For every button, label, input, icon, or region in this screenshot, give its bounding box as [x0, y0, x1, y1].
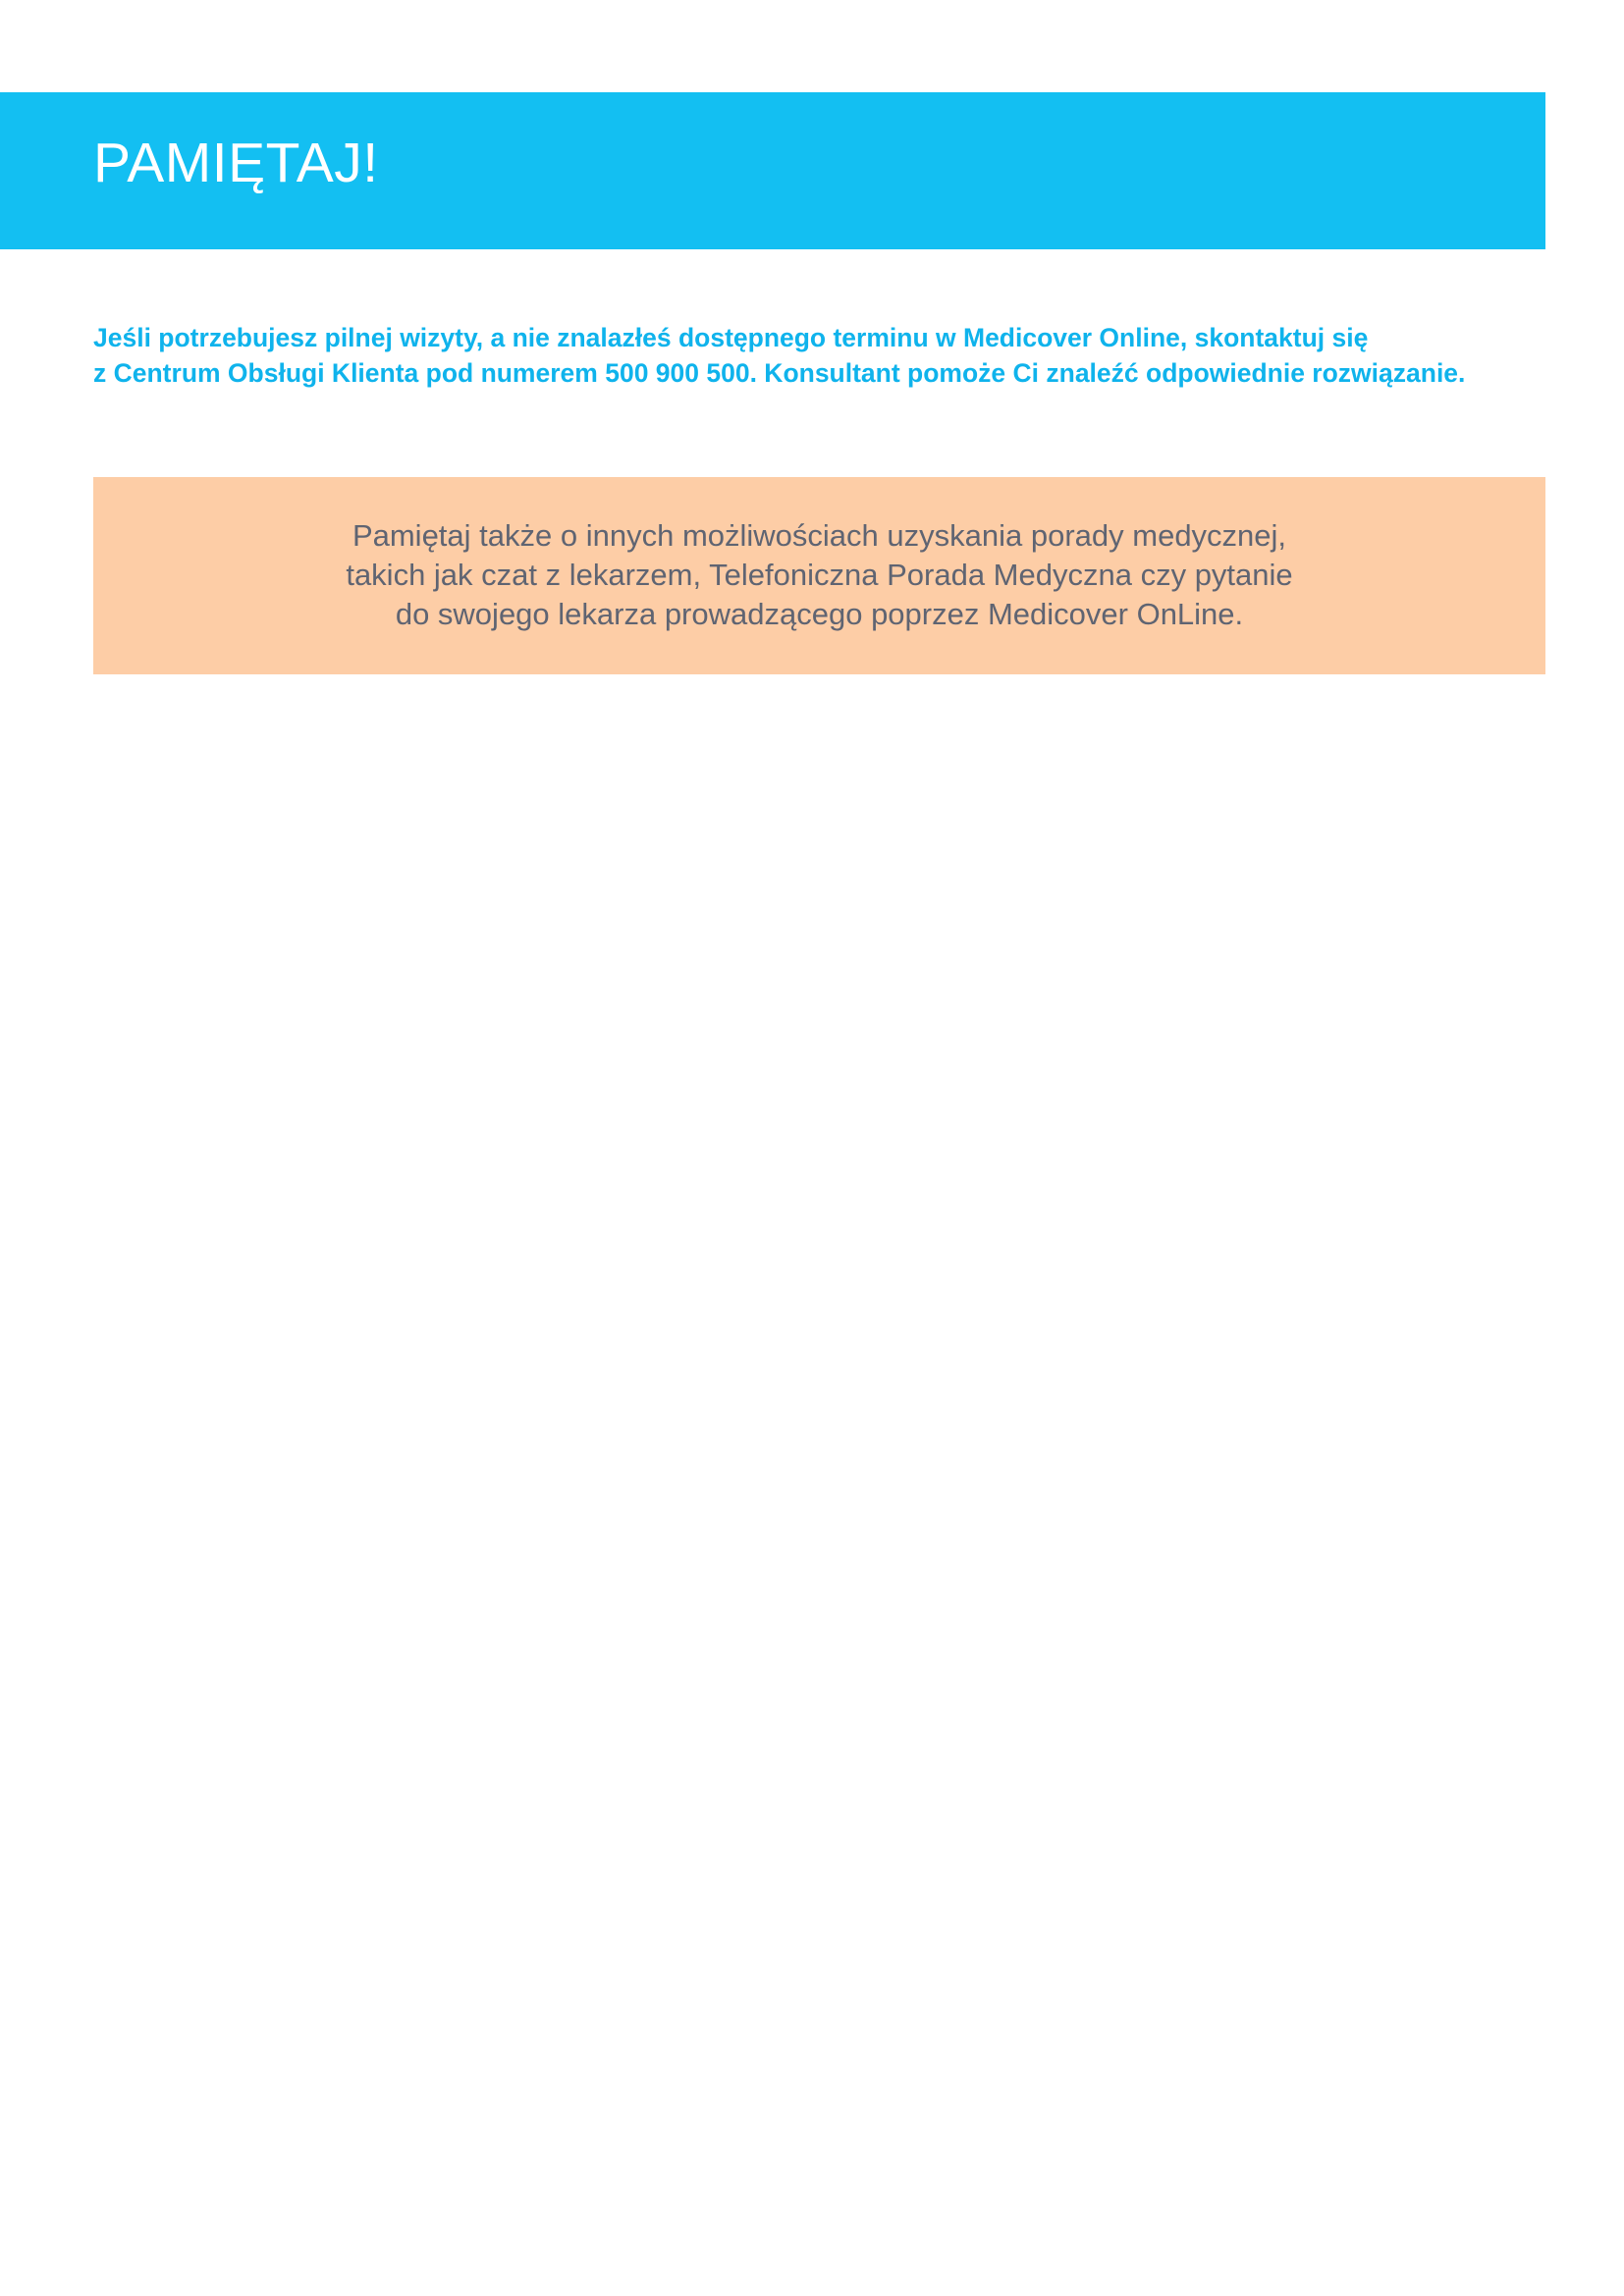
reminder-line: do swojego lekarza prowadzącego poprzez Medicover OnLine.: [395, 597, 1244, 631]
urgent-visit-note: [93, 320, 1537, 391]
reminder-box: [93, 477, 1545, 674]
header-banner: [0, 92, 1545, 249]
urgent-note-line: Jeśli potrzebujesz pilnej wizyty, a nie znalazłeś dostępnego terminu w Medicover Online, skontaktuj się: [93, 323, 1369, 352]
reminder-text: [93, 516, 1545, 634]
reminder-line: Pamiętaj także o innych możliwościach uzyskania porady medycznej,: [352, 518, 1287, 553]
reminder-line: takich jak czat z lekarzem, Telefoniczna Porada Medyczna czy pytanie: [346, 558, 1293, 592]
urgent-note-line: z Centrum Obsługi Klienta pod numerem 500 900 500. Konsultant pomoże Ci znaleźć odpowiednie rozwiązanie.: [93, 358, 1466, 388]
page-title: PAMIĘTAJ!: [93, 132, 379, 194]
